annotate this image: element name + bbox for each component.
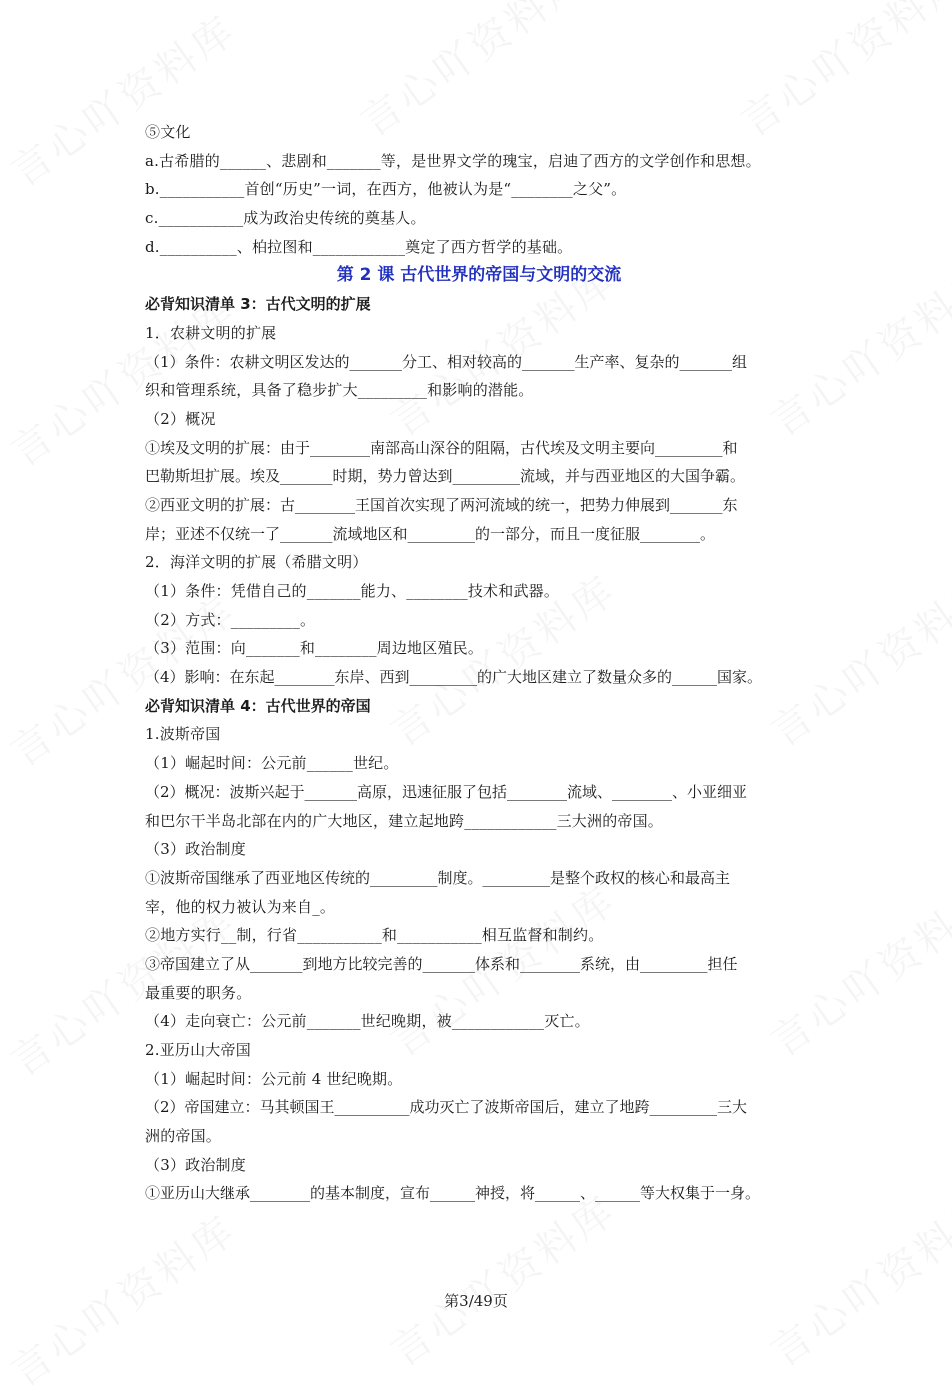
fill-blank-line: ①亚历山大继承________的基本制度，宣布______神授，将______、______等大权集于一身。 [145, 1184, 761, 1203]
fill-blank-line: ②地方实行__制，行省___________和___________相互监督和制约。 [145, 926, 604, 945]
section-culture [145, 118, 813, 261]
fill-blank-line: a.古希腊的______、悲剧和_______等，是世界文学的瑰宝，启迪了西方的文学创作和思想。 [145, 151, 761, 170]
fill-blank-line: 巴勒斯坦扩展。埃及_______时期，势力曾达到_________流域，并与西亚地区的大国争霸。 [145, 467, 746, 486]
list-heading: 必背知识清单 3：古代文明的扩展 [145, 295, 371, 314]
subsection-title: （3）政治制度 [145, 840, 246, 859]
fill-blank-line: （1）条件：农耕文明区发达的_______分工、相对较高的_______生产率、复杂的_______组 [145, 352, 748, 371]
page-indicator: 第3/49页 [444, 1292, 508, 1310]
lesson-title: 第 2 课 古代世界的帝国与文明的交流 [336, 265, 622, 286]
fill-blank-line: 最重要的职务。 [145, 983, 252, 1002]
subsection-title: 2.亚历山大帝国 [145, 1041, 251, 1059]
fill-blank-line: （1）崛起时间：公元前______世纪。 [145, 754, 399, 773]
fill-blank-line: d.__________、柏拉图和____________奠定了西方哲学的基础。 [145, 237, 573, 256]
fill-blank-line: 宰，他的权力被认为来自_。 [145, 897, 336, 916]
fill-blank-line: 织和管理系统，具备了稳步扩大_________和影响的潜能。 [145, 381, 534, 400]
subsection-title: 2．海洋文明的扩展（希腊文明） [145, 553, 368, 572]
subsection-title: 1．农耕文明的扩展 [145, 323, 277, 342]
fill-blank-line: 洲的帝国。 [145, 1127, 222, 1146]
fill-blank-line: （3）范围：向_______和________周边地区殖民。 [145, 639, 484, 658]
knowledge-list-3 [145, 290, 813, 692]
subsection-title: （2）概况 [145, 409, 216, 428]
fill-blank-line: c.___________成为政治史传统的奠基人。 [145, 209, 426, 228]
fill-blank-line: 岸；亚述不仅统一了_______流域地区和_________的一部分，而且一度征服________。 [145, 524, 716, 543]
watermark [378, 1179, 627, 1377]
fill-blank-line: （2）概况：波斯兴起于_______高原，迅速征服了包括________流域、________、小亚细亚 [145, 782, 748, 801]
knowledge-list-4 [145, 692, 813, 1208]
fill-blank-line: 和巴尔干半岛北部在内的广大地区，建立起地跨____________三大洲的帝国。 [145, 811, 664, 830]
fill-blank-line: （2）帝国建立：马其顿国王__________成功灭亡了波斯帝国后，建立了地跨_________三大 [145, 1098, 748, 1117]
fill-blank-line: ①波斯帝国继承了西亚地区传统的_________制度。_________是整个政权的核心和最高主 [145, 868, 731, 887]
fill-blank-line: （1）崛起时间：公元前 4 世纪晚期。 [145, 1069, 403, 1088]
fill-blank-line: （4）走向衰亡：公元前_______世纪晚期，被____________灭亡。 [145, 1012, 590, 1031]
fill-blank-line: b.___________首创“历史”一词，在西方，他被认为是“________之父”。 [145, 180, 627, 199]
fill-blank-line: （2）方式：_________。 [145, 610, 316, 629]
fill-blank-line: （1）条件：凭借自己的_______能力、________技术和武器。 [145, 582, 560, 600]
fill-blank-line: ③帝国建立了从_______到地方比较完善的_______体系和________系统，由_________担任 [145, 954, 738, 973]
fill-blank-line: （4）影响：在东起________东岸、西到_________的广大地区建立了数量众多的______国家。 [145, 668, 763, 687]
subsection-title: （3）政治制度 [145, 1155, 246, 1174]
subsection-title: 1.波斯帝国 [145, 725, 221, 744]
fill-blank-line: ②西亚文明的扩展：古________王国首次实现了两河流域的统一，把势力伸展到_______东 [145, 495, 738, 514]
watermark [758, 1179, 952, 1377]
list-heading: 必背知识清单 4：古代世界的帝国 [145, 696, 371, 715]
document-page [145, 118, 813, 1208]
section-heading: ⑤文化 [145, 123, 191, 141]
fill-blank-line: ①埃及文明的扩展：由于________南部高山深谷的阻隔，古代埃及文明主要向_________和 [145, 438, 738, 457]
